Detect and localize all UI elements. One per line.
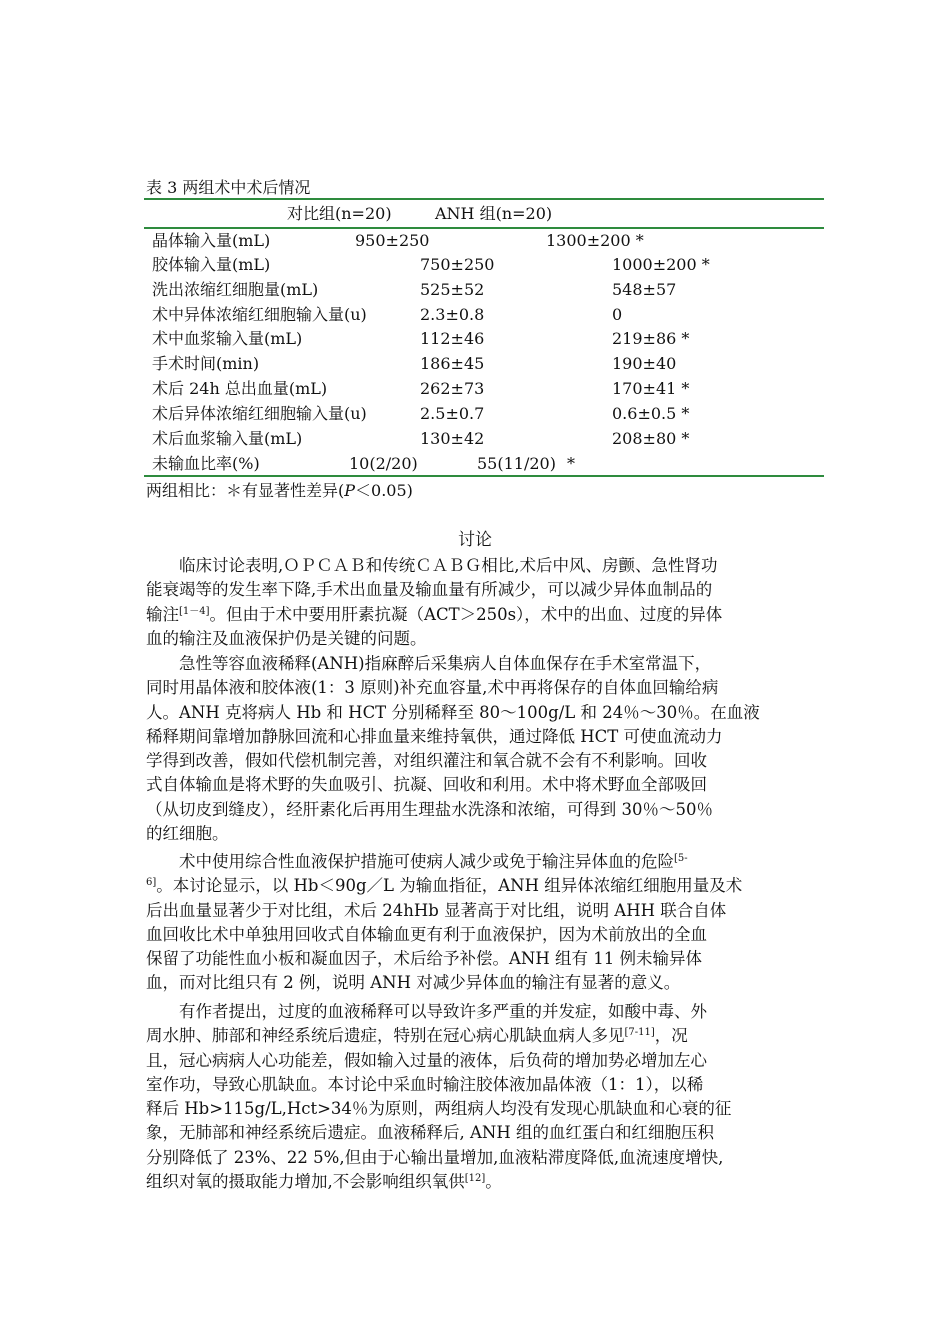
cell-control: 2.3±0.8 xyxy=(420,305,485,324)
citation-ref: [5- xyxy=(674,853,688,864)
cell-control: 186±45 xyxy=(420,354,485,373)
cell-anh: 208±80 * xyxy=(612,429,690,448)
row-label: 术后血浆输入量(mL) xyxy=(152,429,303,448)
text-line xyxy=(146,874,806,898)
table-row xyxy=(0,427,950,451)
footnote-prefix: 两组相比：＊有显著性差异( xyxy=(146,481,345,500)
text-line: 急性等容血液稀释(ANH)指麻醉后采集病人自体血保存在手术室常温下， xyxy=(179,654,712,673)
text-line: 释后 Hb>115g/L,Hct>34％为原则，两组病人均没有发现心肌缺血和心衰的征 xyxy=(146,1099,732,1119)
row-label: 未输血比率(%) xyxy=(152,454,260,473)
cell-anh: 548±57 xyxy=(612,280,677,299)
text-line: 象，无肺部和神经系统后遗症。血液稀释后, ANH 组的血红蛋白和红细胞压积 xyxy=(146,1123,714,1143)
footnote-suffix: ＜0.05) xyxy=(355,481,413,500)
row-label: 术后 24h 总出血量(mL) xyxy=(152,379,328,398)
text-line: 血回收比术中单独用回收式自体输血更有利于血液保护，因为术前放出的全血 xyxy=(146,924,707,944)
table-row xyxy=(0,303,950,327)
text-run: 。 xyxy=(485,1172,502,1192)
table-row xyxy=(0,253,950,277)
cell-anh: 0 xyxy=(612,305,623,324)
row-label: 洗出浓缩红细胞量(mL) xyxy=(152,280,319,299)
citation-ref: [1－4] xyxy=(179,605,210,617)
cell-anh: 1000±200 * xyxy=(612,255,710,274)
footnote-p: P xyxy=(344,481,356,500)
text-line: 保留了功能性血小板和凝血因子，术后给予补偿。ANH 组有 11 例未输异体 xyxy=(146,949,702,969)
text-line: 学得到改善，假如代偿机制完善，对组织灌注和氧合就不会有不利影响。回收 xyxy=(146,751,707,771)
citation-ref: [7-11] xyxy=(624,1027,655,1039)
table-caption: 表 3 两组术中术后情况 xyxy=(146,178,311,197)
text-line: （从切皮到缝皮），经肝素化后再用生理盐水洗涤和浓缩，可得到 30％～50％ xyxy=(146,799,713,819)
paragraph-2 xyxy=(146,652,806,846)
cell-control: 130±42 xyxy=(420,429,485,448)
row-label: 术中异体浓缩红细胞输入量(u) xyxy=(152,305,367,324)
text-line: 分别降低了 23%、22 5%,但由于心输出量增加,血液粘滞度降低,血流速度增快, xyxy=(146,1147,724,1167)
cell-anh: 0.6±0.5 * xyxy=(612,404,690,423)
table-row xyxy=(0,278,950,302)
cell-anh: 55(11/20) xyxy=(477,454,556,473)
text-line xyxy=(146,1024,806,1048)
table-row xyxy=(0,352,950,376)
cell-control: 262±73 xyxy=(420,379,485,398)
text-line: 式自体输血是将术野的失血吸引、抗凝、回收和利用。术中将术野血全部吸回 xyxy=(146,775,707,795)
table-row xyxy=(0,229,950,253)
row-label: 手术时间(min) xyxy=(152,354,260,373)
row-label: 术后异体浓缩红细胞输入量(u) xyxy=(152,404,367,423)
cell-control: 750±250 xyxy=(420,255,495,274)
cell-control: 112±46 xyxy=(420,329,485,348)
text-line: 有作者提出，过度的血液稀释可以导致许多严重的并发症，如酸中毒、外 xyxy=(179,1002,707,1021)
text-line xyxy=(146,603,806,627)
text-run: 术中使用综合性血液保护措施可使病人减少或免于输注异体血的危险 xyxy=(179,852,674,871)
header-control-group: 对比组(n=20) xyxy=(287,204,392,223)
cell-anh: 219±86 * xyxy=(612,329,690,348)
row-label: 胶体输入量(mL) xyxy=(152,255,271,274)
paragraph-3 xyxy=(146,850,806,996)
text-run: 输注 xyxy=(146,604,179,624)
header-anh-group: ANH 组(n=20) xyxy=(435,204,553,223)
row-label: 术中血浆输入量(mL) xyxy=(152,329,303,348)
cell-anh: 1300±200 * xyxy=(546,231,644,250)
significance-mark: * xyxy=(567,454,575,473)
table-row xyxy=(0,452,950,476)
paragraph-4 xyxy=(146,1000,806,1194)
cell-control: 525±52 xyxy=(420,280,485,299)
cell-anh: 190±40 xyxy=(612,354,677,373)
table-row xyxy=(0,327,950,351)
text-line: 且，冠心病病人心功能差，假如输入过量的液体，后负荷的增加势必增加左心 xyxy=(146,1050,707,1070)
text-run: 。但由于术中要用肝素抗凝（ACT＞250s），术中的出血、过度的异体 xyxy=(209,604,723,624)
table-row xyxy=(0,402,950,426)
cell-control: 2.5±0.7 xyxy=(420,404,485,423)
citation-ref: [12] xyxy=(464,1173,486,1185)
text-line: 临床讨论表明,ＯＰＣＡＢ和传统ＣＡＢＧ相比,术后中风、房颤、急性肾功 xyxy=(179,556,718,575)
text-line: 室作功，导致心肌缺血。本讨论中采血时输注胶体液加晶体液（1：1），以稀 xyxy=(146,1074,704,1094)
table-top-rule xyxy=(144,198,824,200)
text-run: ，况 xyxy=(654,1026,688,1046)
text-line: 血，而对比组只有 2 例，说明 ANH 对减少异体血的输注有显著的意义。 xyxy=(146,973,681,993)
text-line: 同时用晶体液和胶体液(1：3 原则)补充血容量,术中再将保存的自体血回输给病 xyxy=(146,678,719,698)
text-line: 稀释期间靠增加静脉回流和心排血量来维持氧供，通过降低 HCT 可使血流动力 xyxy=(146,726,723,746)
row-label: 晶体输入量(mL) xyxy=(152,231,271,250)
paragraph-1 xyxy=(146,554,806,651)
text-run: 周水肿、肺部和神经系统后遗症，特别在冠心病心肌缺血病人多见 xyxy=(146,1026,625,1046)
citation-ref: 6] xyxy=(146,877,157,889)
text-line: 血的输注及血液保护仍是关键的问题。 xyxy=(146,628,427,648)
section-title: 讨论 xyxy=(458,530,492,550)
text-run: 组织对氧的摄取能力增加,不会影响组织氧供 xyxy=(146,1172,465,1192)
text-line: 能衰竭等的发生率下降,手术出血量及输血量有所减少，可以减少异体血制品的 xyxy=(146,580,713,600)
cell-anh: 170±41 * xyxy=(612,379,690,398)
cell-control: 10(2/20) xyxy=(349,454,418,473)
table-row xyxy=(0,377,950,401)
text-run: 。本讨论显示，以 Hb＜90g／L 为输血指征，ANH 组异体浓缩红细胞用量及术 xyxy=(156,876,743,896)
table-bottom-rule xyxy=(144,475,824,477)
text-line xyxy=(146,850,806,874)
text-line: 人。ANH 克将病人 Hb 和 HCT 分别稀释至 80～100g/L 和 24％～30％。在血液 xyxy=(146,702,760,722)
text-line: 的红细胞。 xyxy=(146,824,229,844)
text-line xyxy=(146,1170,806,1194)
cell-control: 950±250 xyxy=(355,231,430,250)
text-line: 后出血量显著少于对比组，术后 24hHb 显著高于对比组，说明 AHH 联合自体 xyxy=(146,900,727,920)
table-footnote xyxy=(146,480,413,502)
